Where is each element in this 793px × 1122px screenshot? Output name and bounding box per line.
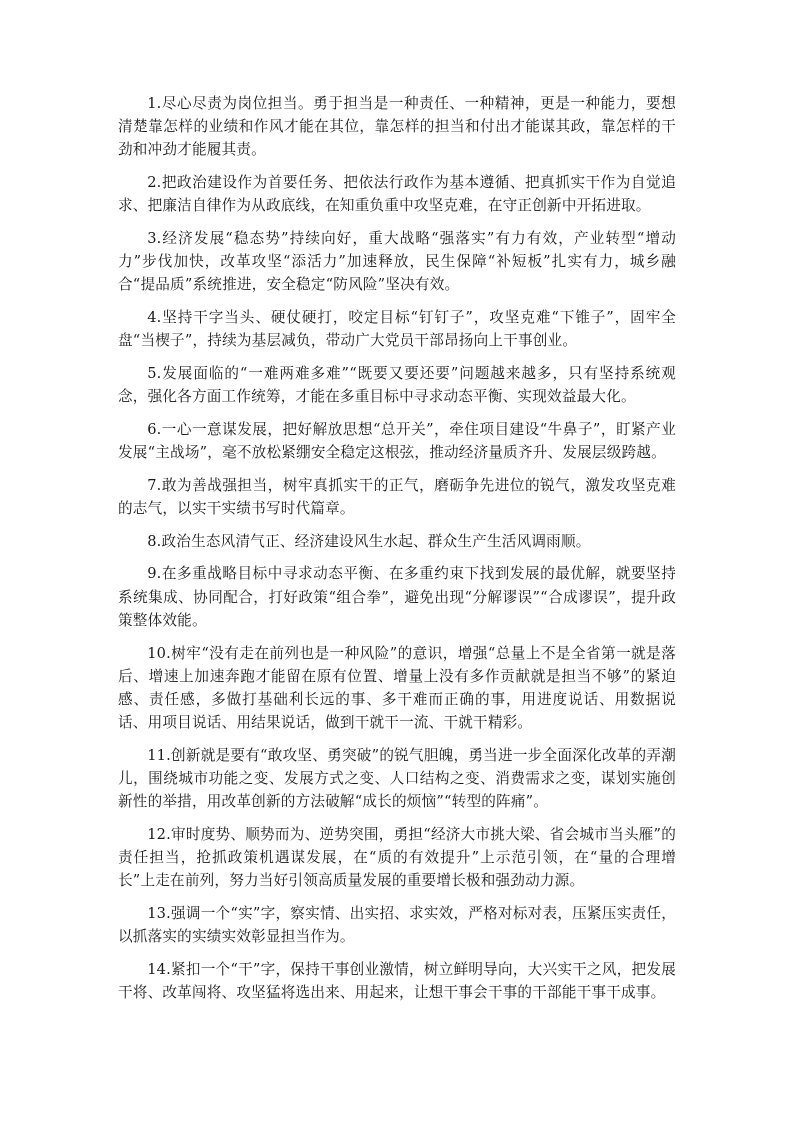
- paragraph-11: 11.创新就是要有“敢攻坚、勇突破”的锐气胆魄，勇当进一步全面深化改革的弄潮儿，围绕城市功能之变、发展方式之变、人口结构之变、消费需求之变，谋划实施创新性的举措，用改革创新的方法破解“成长的烦恼”“转型的阵痛”。: [118, 746, 676, 811]
- paragraph-9: 9.在多重战略目标中寻求动态平衡、在多重约束下找到发展的最优解，就要坚持系统集成、协同配合，打好政策“组合拳”，避免出现“分解谬误”“合成谬误”，提升政策整体效能。: [118, 565, 676, 629]
- paragraph-5: 5.发展面临的“一难两难多难”“既要又要还要”问题越来越多，只有坚持系统观念，强化各方面工作统筹，才能在多重目标中寻求动态平衡、实现效益最大化。: [118, 365, 676, 406]
- paragraph-1: 1.尽心尽责为岗位担当。勇于担当是一种责任、一种精神，更是一种能力，要想清楚靠怎样的业绩和作风才能在其位，靠怎样的担当和付出才能谋其政，靠怎样的干劲和冲劲才能履其责。: [118, 95, 676, 159]
- paragraph-12: 12.审时度势、顺势而为、逆势突围，勇担“经济大市挑大梁、省会城市当头雁”的责任担当，抢抓政策机遇谋发展，在“质的有效提升”上示范引领，在“量的合理增长”上走在前列，努力当好引领高质量发展的重要增长极和强劲动力源。: [118, 825, 676, 890]
- paragraph-6: 6.一心一意谋发展，把好解放思想“总开关”，牵住项目建设“牛鼻子”，盯紧产业发展“主战场”，毫不放松紧绷安全稳定这根弦，推动经济量质齐升、发展层级跨越。: [118, 420, 676, 462]
- paragraph-2: 2.把政治建设作为首要任务、把依法行政作为基本遵循、把真抓实干作为自觉追求、把廉洁自律作为从政底线，在知重负重中攻坚克难，在守正创新中开拓进取。: [118, 174, 676, 215]
- paragraph-7: 7.敢为善战强担当，树牢真抓实干的正气，磨砺争先进位的锐气，激发攻坚克难的志气，以实干实绩书写时代篇章。: [118, 476, 676, 518]
- paragraph-13: 13.强调一个“实”字，察实情、出实招、求实效，严格对标对表，压紧压实责任，以抓落实的实绩实效彰显担当作为。: [118, 905, 676, 946]
- paragraph-14: 14.紧扣一个“干”字，保持干事创业激情，树立鲜明导向，大兴实干之风，把发展干将、改革闯将、攻坚猛将选出来、用起来，让想干事会干事的干部能干事干成事。: [118, 961, 676, 1002]
- document-page: [118, 92, 676, 1014]
- paragraph-4: 4.坚持干字当头、硬仗硬打，咬定目标“钉钉子”，攻坚克难“下锥子”，固牢全盘“当楔子”，持续为基层减负，带动广大党员干部昂扬向上干事创业。: [118, 309, 676, 350]
- paragraph-10: 10.树牢“没有走在前列也是一种风险”的意识，增强“总量上不是全省第一就是落后、增速上加速奔跑才能留在原有位置、增量上没有多作贡献就是担当不够”的紧迫感、责任感，多做打基础利长远的事、多干难而正确的事，用进度说话、用数据说话、用项目说话、用结果说话，做到干就干一流、干就干精彩。: [118, 644, 676, 732]
- paragraph-3: 3.经济发展“稳态势”持续向好，重大战略“强落实”有力有效，产业转型“增动力”步伐加快，改革攻坚“添活力”加速释放，民生保障“补短板”扎实有力，城乡融合“提品质”系统推进，安全稳定“防风险”坚决有效。: [118, 230, 676, 294]
- paragraph-8: 8.政治生态风清气正、经济建设风生水起、群众生产生活风调雨顺。: [147, 532, 591, 550]
